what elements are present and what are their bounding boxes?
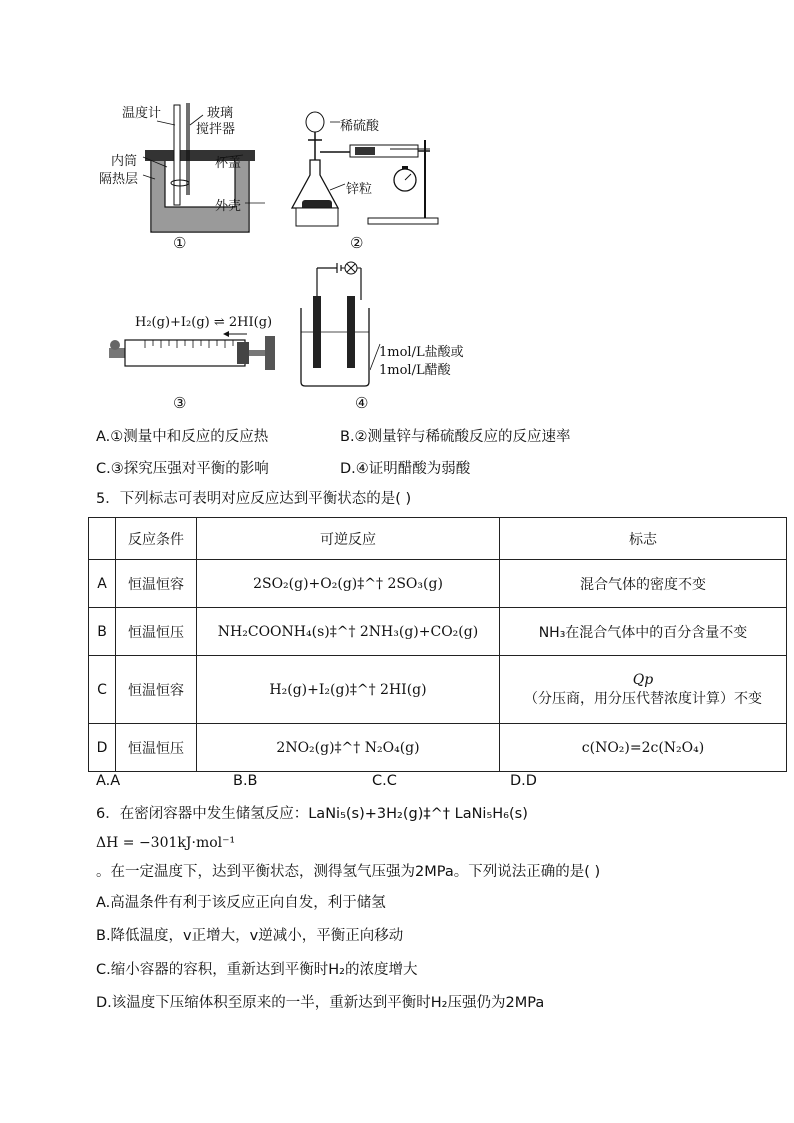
q5-row-reaction: H₂(g)+I₂(g)‡^† 2HI(g): [197, 656, 500, 724]
q5-row-sign: c(NO₂)=2c(N₂O₄): [500, 724, 787, 772]
q5-option-b[interactable]: B.B: [233, 773, 258, 789]
q5-row-condition: 恒温恒容: [116, 656, 197, 724]
caption-4: ④: [355, 394, 369, 412]
label-thermometer: 温度计: [122, 106, 162, 121]
label-solution-2: 1mol/L醋酸: [379, 363, 451, 378]
q4-option-d[interactable]: D.④证明醋酸为弱酸: [340, 461, 471, 477]
q5-option-d[interactable]: D.D: [510, 773, 537, 789]
q5-row-reaction: 2NO₂(g)‡^† N₂O₄(g): [197, 724, 500, 772]
label-solution-1: 1mol/L盐酸或: [379, 345, 464, 360]
label-shell: 外壳: [215, 199, 242, 214]
q5-row-condition: 恒温恒容: [116, 560, 197, 608]
caption-1: ①: [173, 234, 187, 252]
label-lid: 杯盖: [215, 156, 242, 171]
q5-row-b: [89, 608, 787, 656]
label-zinc: 锌粒: [346, 182, 373, 197]
q5-row-sign-qp: Qp: [632, 671, 654, 688]
q5-header-id: [89, 518, 116, 560]
q6-condition: 。在一定温度下，达到平衡状态，测得氢气压强为2MPa。下列说法正确的是( ): [96, 864, 601, 880]
q5-row-id: A: [89, 560, 116, 608]
label-inner-cup: 内筒: [111, 154, 138, 169]
q6-option-a[interactable]: A.高温条件有利于该反应正向自发，利于储氢: [96, 895, 386, 911]
q5-row-reaction: NH₂COONH₄(s)‡^† 2NH₃(g)+CO₂(g): [197, 608, 500, 656]
q5-row-condition: 恒温恒压: [116, 608, 197, 656]
syringe-diagram: [105, 330, 280, 380]
q5-header-row: [89, 518, 787, 560]
q5-row-id: D: [89, 724, 116, 772]
label-reaction-hi: H₂(g)+I₂(g) ⇌ 2HI(g): [135, 315, 273, 330]
q5-row-sign: （分压商，用分压代替浓度计算）不变: [524, 690, 762, 707]
label-stirrer-2: 搅拌器: [196, 122, 236, 137]
label-insulation: 隔热层: [99, 172, 139, 187]
q5-row-a: [89, 560, 787, 608]
q4-option-b[interactable]: B.②测量锌与稀硫酸反应的反应速率: [340, 429, 571, 445]
label-dilute-sulfuric-acid: 稀硫酸: [340, 119, 380, 134]
q4-option-c[interactable]: C.③探究压强对平衡的影响: [96, 461, 269, 477]
q6-stem: 6．在密闭容器中发生储氢反应：LaNi₅(s)+3H₂(g)‡^† LaNi₅H₆(s): [96, 806, 528, 822]
q5-header-sign: 标志: [500, 518, 787, 560]
caption-3: ③: [173, 394, 187, 412]
q5-row-d: [89, 724, 787, 772]
caption-2: ②: [350, 234, 364, 252]
q5-row-condition: 恒温恒压: [116, 724, 197, 772]
q4-option-a[interactable]: A.①测量中和反应的反应热: [96, 429, 269, 445]
q5-header-condition: 反应条件: [116, 518, 197, 560]
q6-option-b[interactable]: B.降低温度，v正增大，v逆减小，平衡正向移动: [96, 928, 404, 944]
q5-row-sign-cell: [500, 656, 787, 724]
conductivity-diagram: [295, 260, 375, 390]
q5-header-reaction: 可逆反应: [197, 518, 500, 560]
q5-option-c[interactable]: C.C: [372, 773, 397, 789]
q5-row-reaction: 2SO₂(g)+O₂(g)‡^† 2SO₃(g): [197, 560, 500, 608]
q6-enthalpy: ΔH = −301kJ·mol⁻¹: [96, 835, 236, 851]
q6-option-c[interactable]: C.缩小容器的容积，重新达到平衡时H₂的浓度增大: [96, 962, 418, 978]
q5-row-sign: NH₃在混合气体中的百分含量不变: [500, 608, 787, 656]
q5-stem: 5．下列标志可表明对应反应达到平衡状态的是( ): [96, 491, 412, 507]
q5-table: [88, 517, 787, 772]
q5-row-c: [89, 656, 787, 724]
q5-option-a[interactable]: A.A: [96, 773, 121, 789]
q5-row-sign: 混合气体的密度不变: [500, 560, 787, 608]
label-stirrer-1: 玻璃: [207, 106, 234, 121]
q6-option-d[interactable]: D.该温度下压缩体积至原来的一半，重新达到平衡时H₂压强仍为2MPa: [96, 995, 545, 1011]
q5-row-id: C: [89, 656, 116, 724]
q5-row-id: B: [89, 608, 116, 656]
